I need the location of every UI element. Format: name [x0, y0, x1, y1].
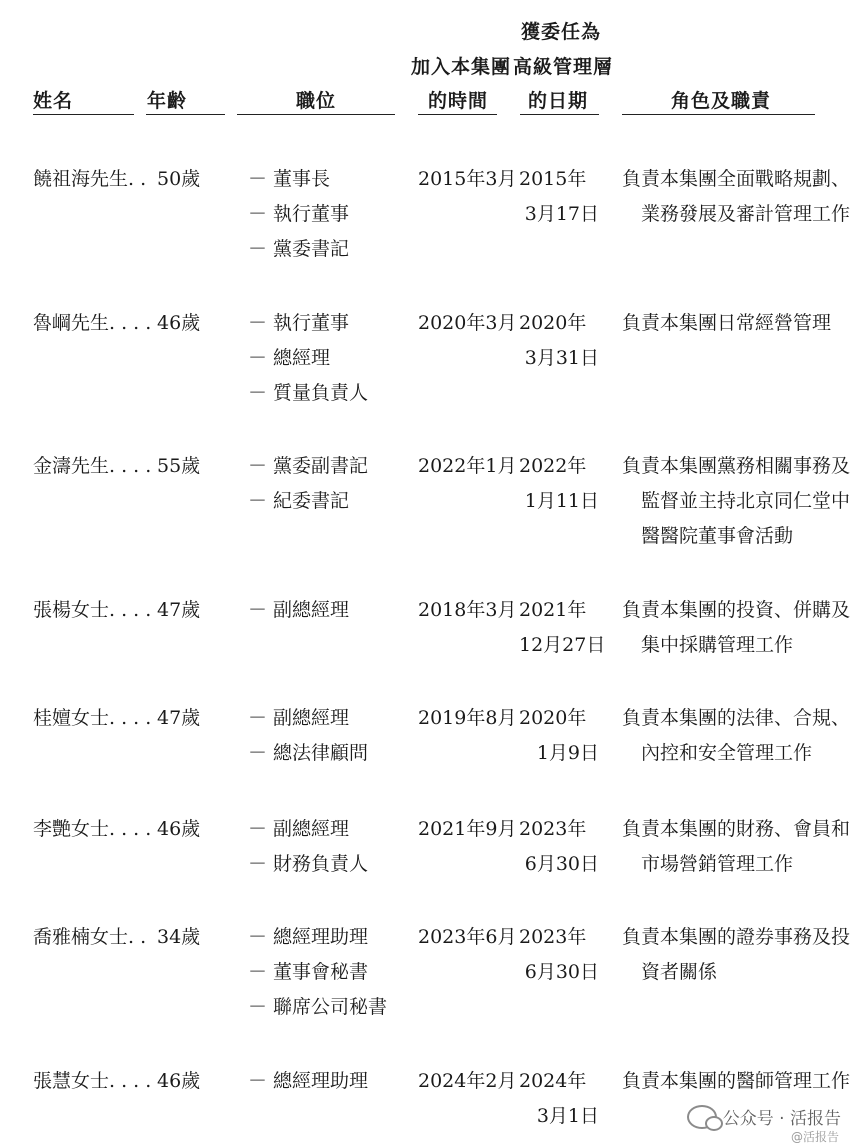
- appointed-month-day: 3月31日: [524, 347, 599, 369]
- position-item: － 黨委副書記: [248, 449, 368, 484]
- role-line: 負責本集團的證券事務及投: [622, 926, 851, 948]
- appointed-year: 2015年: [519, 168, 587, 190]
- role-line: 監督並主持北京同仁堂中: [641, 490, 851, 512]
- header-joined-line1: 加入本集團: [411, 56, 512, 78]
- person-name: 張慧女士. . . .: [33, 1070, 152, 1092]
- position-item: － 副總經理: [248, 812, 349, 847]
- wechat-icon: [687, 1105, 717, 1129]
- position-item: － 副總經理: [248, 701, 349, 736]
- header-appointed-line3: 的日期: [528, 90, 589, 112]
- appointed-year: 2023年: [519, 926, 587, 948]
- joined-date: 2021年9月: [418, 818, 517, 840]
- person-age: 46歲: [157, 1070, 201, 1092]
- person-age: 50歲: [157, 168, 201, 190]
- position-item: － 執行董事: [248, 197, 349, 232]
- position-item: － 董事會秘書: [248, 955, 368, 990]
- header-appointed-line1: 獲委任為: [521, 21, 602, 43]
- position-item: － 總法律顧問: [248, 736, 368, 771]
- position-item: － 總經理: [248, 341, 330, 376]
- person-age: 47歲: [157, 599, 201, 621]
- watermark-text: 公众号 · 活报告: [722, 1109, 841, 1129]
- person-age: 47歲: [157, 707, 201, 729]
- person-name: 李艷女士. . . .: [33, 818, 152, 840]
- header-position: 職位: [296, 90, 337, 112]
- appointed-month-day: 6月30日: [524, 853, 599, 875]
- role-line: 負責本集團黨務相關事務及: [622, 455, 851, 477]
- position-item: － 副總經理: [248, 593, 349, 628]
- position-item: － 質量負責人: [248, 376, 368, 411]
- position-item: － 財務負責人: [248, 847, 368, 882]
- person-name: 喬雅楠女士. .: [33, 926, 147, 948]
- watermark-faint: @活报告: [790, 1130, 839, 1144]
- person-name: 桂嬗女士. . . .: [33, 707, 152, 729]
- joined-date: 2019年8月: [418, 707, 517, 729]
- header-rule-joined: [418, 114, 497, 115]
- header-rule-age: [146, 114, 225, 115]
- position-item: － 董事長: [248, 162, 330, 197]
- role-line: 負責本集團的醫師管理工作: [622, 1070, 851, 1092]
- header-role: 角色及職責: [671, 90, 772, 112]
- person-age: 46歲: [157, 312, 201, 334]
- header-name: 姓名: [33, 90, 74, 112]
- role-line: 資者關係: [641, 961, 718, 983]
- role-line: 醫醫院董事會活動: [641, 525, 794, 547]
- appointed-month-day: 3月17日: [524, 203, 599, 225]
- header-rule-name: [33, 114, 134, 115]
- joined-date: 2022年1月: [418, 455, 517, 477]
- appointed-year: 2020年: [519, 312, 587, 334]
- position-item: － 總經理助理: [248, 920, 368, 955]
- header-joined-line2: 的時間: [428, 90, 489, 112]
- appointed-month-day: 1月11日: [524, 490, 599, 512]
- watermark: [687, 1104, 841, 1129]
- position-item: － 紀委書記: [248, 484, 349, 519]
- appointed-year: 2023年: [519, 818, 587, 840]
- appointed-month-day: 12月27日: [519, 634, 606, 656]
- header-age: 年齡: [147, 90, 188, 112]
- appointed-month-day: 6月30日: [524, 961, 599, 983]
- header-appointed-line2: 高級管理層: [513, 56, 614, 78]
- appointed-month-day: 3月1日: [536, 1105, 599, 1127]
- position-item: － 總經理助理: [248, 1064, 368, 1099]
- appointed-year: 2024年: [519, 1070, 587, 1092]
- joined-date: 2018年3月: [418, 599, 517, 621]
- role-line: 負責本集團全面戰略規劃、: [622, 168, 851, 190]
- role-line: 集中採購管理工作: [641, 634, 794, 656]
- joined-date: 2015年3月: [418, 168, 517, 190]
- joined-date: 2020年3月: [418, 312, 517, 334]
- header-rule-position: [237, 114, 395, 115]
- appointed-year: 2020年: [519, 707, 587, 729]
- role-line: 負責本集團的法律、合規、: [622, 707, 851, 729]
- appointed-year: 2021年: [519, 599, 587, 621]
- joined-date: 2024年2月: [418, 1070, 517, 1092]
- role-line: 負責本集團的投資、併購及: [622, 599, 851, 621]
- header-rule-role: [622, 114, 815, 115]
- appointed-month-day: 1月9日: [536, 742, 599, 764]
- person-name: 魯㟠先生. . . .: [33, 312, 152, 334]
- position-item: － 聯席公司秘書: [248, 990, 387, 1025]
- person-age: 55歲: [157, 455, 201, 477]
- position-item: － 黨委書記: [248, 232, 349, 267]
- role-line: 負責本集團的財務、會員和: [622, 818, 851, 840]
- position-item: － 執行董事: [248, 306, 349, 341]
- header-rule-appointed: [520, 114, 599, 115]
- person-name: 張楊女士. . . .: [33, 599, 152, 621]
- person-name: 金濤先生. . . .: [33, 455, 152, 477]
- appointed-year: 2022年: [519, 455, 587, 477]
- joined-date: 2023年6月: [418, 926, 517, 948]
- person-name: 饒祖海先生. .: [33, 168, 147, 190]
- person-age: 34歲: [157, 926, 201, 948]
- person-age: 46歲: [157, 818, 201, 840]
- role-line: 內控和安全管理工作: [641, 742, 813, 764]
- role-line: 市場營銷管理工作: [641, 853, 794, 875]
- role-line: 負責本集團日常經營管理: [622, 312, 832, 334]
- role-line: 業務發展及審計管理工作: [641, 203, 851, 225]
